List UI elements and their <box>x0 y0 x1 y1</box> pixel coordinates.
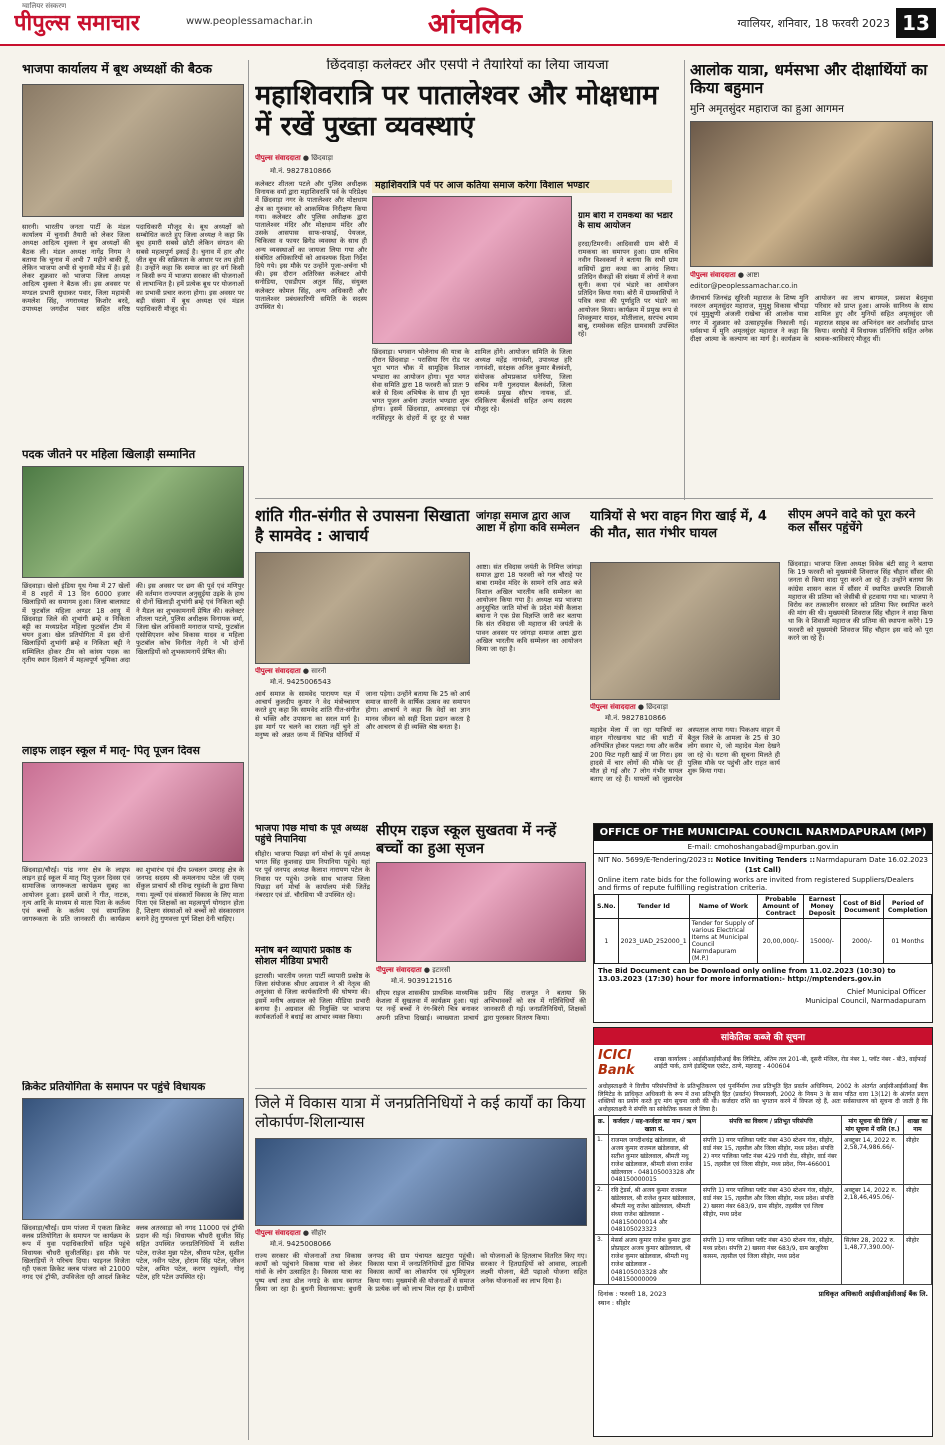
accident-byline: पीपुल्स संवाददाता ● छिंदवाड़ा <box>590 703 668 711</box>
accident-photo <box>590 562 780 700</box>
icici-intro: अधोहस्ताक्षरी ने वित्तीय परिसंपत्तियों के प्रतिभूतिकरण एवं पुनर्निर्माण तथा प्रतिभूति हित प्रवर्तन अधिनियम, 2002 के अंतर्गत आईसीआईसीआई बैंक लिमिटेड के प्राधिकृत अधिकारी के रूप में तथा प्रतिभूति हित (प्रवर्तन) नियमावली, 2002 के नियम 3 के साथ पठित धारा 13(12) के अंतर्गत प्रदत्त शक्तियों का प्रयोग करते हुए मांग सूचना जारी की थी। कर्जदार राशि का भुगतान करने में विफल रहे हैं, अतः सर्वसाधारण को सूचना दी जाती है कि अधोहस्ताक्षरी ने संपत्ति का सांकेतिक कब्जा ले लिया है। <box>598 1083 928 1113</box>
table-header: Tender Id <box>618 895 689 919</box>
tender-nit: NIT No. 5699/E-Tendering/2023 <box>598 856 707 864</box>
table-cell: अक्टूबर 14, 2022 रु. 2,18,46,495.06/- <box>842 1185 904 1235</box>
dateline: ग्वालियर, शनिवार, 18 फरवरी 2023 <box>737 17 890 30</box>
lifeline-body: छिंदवाड़ा/चौरई। पांढ नगर क्षेत्र के लाइफ लाइन हाई स्कूल में मातृ पितृ पूजन दिवस एवं सामाजिक जागरूकता कार्यक्रम सुबह का आयोजन हुआ। इसमें छात्रों ने गीत, नाटक, नृत्य आदि के माध्यम से माता पिता के कर्तव्य एवं बच्चों के कर्तव्य एवं सामाजिक जागरूकता के प्रति जानकारी दी। कार्यक्रम का शुभारंभ एवं दीप प्र्ज्वलन उमराह क्षेत्र के जनपद सदस्य श्री कमलनाथ पटेल जी एवम् सेंकुल प्राचार्य श्री रविन्द्र रघुवंशी के द्वारा किया गया। मूल्यों एवं संस्कारों विकास के लिए माता पिता एवं शिक्षकों का महत्वपूर्ण योगदान होता है, शिक्षण संस्थाओं को बच्चों को संस्कारवान बनाने हेतु गुणवत्ता पूर्ण शिक्षा देनी चाहिए। <box>22 866 244 924</box>
cricket-team-photo <box>22 1098 244 1220</box>
accident-place: छिंदवाड़ा <box>646 703 668 711</box>
mahashivratri-place: छिंदवाड़ा <box>311 154 333 162</box>
aalok-procession-photo <box>690 121 933 267</box>
table-cell: सीहोर <box>904 1135 932 1185</box>
aalok-credit: पीपुल्स संवाददाता <box>690 271 736 279</box>
table-header-row <box>595 1116 932 1135</box>
bjym-headline: भाजपा पिछ मोर्चा के पूर्व अध्यक्ष पहुंचे निपानिया <box>255 824 368 845</box>
aalok-headline: आलोक यात्रा, धर्मसभा और दीक्षार्थियों का किया बहुमान <box>690 62 928 97</box>
icici-place: स्थान : सीहोर <box>598 1299 631 1307</box>
page-number: 13 <box>896 8 936 38</box>
table-header: Earnest Money Deposit <box>804 895 840 919</box>
table-cell: 2. <box>595 1185 609 1235</box>
table-cell: मेसर्स अजय कुमार राजेश कुमार द्वारा प्रोप्राइटर अजय कुमार खंडेलवाल, श्री राजेश कुमार खंडेलवाल, श्रीमती मधु राजेश खंडेलवाल - 048105003328 और 048150000009 <box>609 1235 701 1285</box>
cm-body: छिंदवाड़ा। भाजपा जिला अध्यक्ष विवेक बंटी साहू ने बताया कि 19 फरवरी को मुख्यमंत्री शिवराज सिंह चौहान सौंसर की जनता से किया वादा पूरा करने आ रहे हैं। उन्होंने बताया कि कांग्रेस शासन काल में सौंसर में स्थापित छत्रपति शिवाजी महाराज की प्रतिमा को जेसीबी से हटवाया गया था। भाजपा ने विरोध कर तत्कालीन सरकार को प्रतिमा फिर स्थापित करने की मांग की थी। मुख्यमंत्री शिवराज सिंह चौहान ने वादा किया था कि वे शिवाजी महाराज की प्रतिमा की स्थापना करेंगे। 19 फरवरी को मुख्यमंत्री शिवराज सिंह चौहान इस वादे को पूरा करने जा रहे हैं। <box>788 560 933 642</box>
masthead <box>0 0 945 46</box>
tender-subheader <box>594 854 932 866</box>
vikas-photo <box>255 1138 587 1226</box>
column-divider <box>248 60 249 1440</box>
cm-headline: सीएम अपने वादे को पूरा करने कल सौंसर पहुंचेंगे <box>788 508 916 535</box>
tender-table <box>594 894 932 964</box>
tender-sign-title: Chief Municipal Officer <box>846 988 926 996</box>
tender-availability: The Bid Document can be Download only online from 11.02.2023 (10:30) to 13.03.2023 (17:30) hour for more information:- http://mptenders.gov.in <box>598 967 896 983</box>
accident-body: महादेव मेला में जा रहा यात्रियों का वाहन गोरखनाथ घाट की घाटी में अनियंत्रित होकर पलटा गया और करीब 200 फिट गहरी खाई में जा गिरा। इस हादसे में चार लोगों की मौके पर ही मौत हो गई और 7 लोग गंभीर घायल बताए जा रहे हैं। घायलों को जुन्नारदेव अस्पताल लाया गया। पिकअप वाहन में बैतूल जिले के आमला के 25 से 30 लोग सवार थे, जो महादेव मेला देखने जा रहे थे। घटना की सूचना मिलते ही पुलिस मौके पर पहुंची और राहत कार्य शुरू किया गया। <box>590 726 780 784</box>
brand-tagline: ग्वालियर संस्करण <box>22 2 67 10</box>
lifeline-headline: लाइफ लाइन स्कूल में मातृ- पितृ पूजन दिवस <box>22 745 200 757</box>
table-header: संपत्ति का विवरण / प्रतिभूत परिसंपत्ति <box>701 1116 842 1135</box>
cricket-body: छिंदवाड़ा/चौरई। ग्राम पांजरा में एकता क्रिकेट क्लब प्रतियोगिता के समापन पर कार्यक्रम के रूप में युवा पदाधिकारियों सहित पहुंचे विधायक चौधरी सुजीतसिंह। इस मौके पर खिलाड़ियों ने परिचय दिया। फाइनल विजेता रही एकता क्रिकेट क्लब पांजरा को 21000 नगद एवं ट्रॉफी, उपविजेता रही आदर्श क्रिकेट क्लब अतरवाड़ा को नगद 11000 एवं ट्रॉफी प्रदान की गई। विधायक चौधरी सुजीत सिंह सहित उपस्थित जनप्रतिनिधियों में सतीश पटेल, राजेश मुन्ना पटेल, श्रीराम पटेल, सुशील पटेल, नवीन पटेल, होराम सिंह पटेल, जीवन पटेल, अमित पटेल, करण रघुवंशी, गोलू पटेल, हरि पटेल उपस्थित रहे। <box>22 1224 244 1282</box>
table-cell: 2000/- <box>840 919 884 964</box>
aalok-subhead: मुनि अमृतसुंदर महाराज का हुआ आगमन <box>690 103 844 115</box>
bjp-meeting-photo <box>22 84 244 217</box>
lifeline-photo <box>22 762 244 862</box>
icici-header <box>594 1045 932 1081</box>
aalok-place: आष्टा <box>746 271 760 279</box>
table-cell: 20,00,000/- <box>758 919 804 964</box>
samved-yagya-photo <box>255 552 470 664</box>
table-header: शाखा का नाम <box>904 1116 932 1135</box>
vikas-credit: पीपुल्स संवाददाता <box>255 1229 301 1237</box>
table-cell: अक्टूबर 14, 2022 रु. 2,58,74,986.66/- <box>842 1135 904 1185</box>
samved-place: सारनी <box>311 667 327 675</box>
table-row <box>595 1185 932 1235</box>
icici-possession-notice <box>593 1027 933 1437</box>
table-header: मांग सूचना की तिथि / मांग सूचना में राशि (रु.) <box>842 1116 904 1135</box>
cmrise-byline: पीपुल्स संवाददाता ● इटारसी <box>376 966 451 974</box>
table-cell: 1 <box>595 919 619 964</box>
cmrise-photo <box>376 862 586 962</box>
table-header: S.No. <box>595 895 619 919</box>
tender-notice <box>593 823 933 1023</box>
tender-intro: Online item rate bids for the following works are invited from registered Suppliers/Dealers and firms of repute fulfilling registration criteria. <box>598 876 914 892</box>
tender-signature <box>594 986 932 1008</box>
tender-notice-title: :: Notice Inviting Tenders :: <box>707 856 816 864</box>
cmrise-headline: सीएम राइज स्कूल सुखतवा में नन्हें बच्चों का हुआ सृजन <box>376 823 557 857</box>
cmrise-body: सीएम राइज शासकीय प्राथमिक माध्यमिक केशला में सुखतवा में कार्यक्रम हुआ। यहां पर नन्हें बच्चों ने रंग-बिरंगे चित्र बनाकर अपनी प्रतिभा दिखाई। व्याख्याता प्राचार्य प्रदीप सिंह राजपूत ने बताया कि अभिभावकों को सत्र में गतिविधियों की जानकारी दी गई। जनप्रतिनिधियों, शिक्षकों द्वारा पुरस्कार वितरण किया। <box>376 989 586 1022</box>
tender-sign-office: Municipal Council, Narmadapuram <box>805 997 926 1005</box>
bjp-body: सारनी। भारतीय जनता पार्टी के मंडल कार्यालय में चुनावी तैयारी को लेकर जिला अध्यक्ष आदित्य शुक्ला ने बूथ अध्यक्षों की बैठक ली। मंडल अध्यक्ष नागेंद्र निगम ने बताया कि चुनाव में अभी 7 महीने बाकी हैं, लेकिन भाजपा अभी से चुनावी मोड में है। इसे लेकर शुक्रवार को भाजपा जिला अध्यक्ष आदित्य शुक्ला ने बैठक ली। इस अवसर पर मण्डल प्रभारी सुधाकर पवार, जिला महामंत्री कमलेश सिंह, नगराध्यक्ष किशोर बरदे, उपाध्यक्ष जगदीश पवार सहित वरिष्ठ पदाधिकारी मौजूद थे। बूथ अध्यक्षों को सम्बोधित करते हुए जिला अध्यक्ष ने कहा कि बूथ हमारी सबसे छोटी लेकिन संगठन की सबसे महत्वपूर्ण इकाई है। चुनाव में हार और जीत बूथ की सक्रियता के आधार पर तय होती है। उन्होंने कहा कि समाज का हर वर्ग किसी न किसी रूप में भाजपा सरकार की योजनाओं से लाभान्वित है। हमें प्रत्येक बूथ पर योजनाओं का प्रभावी प्रचार करना होगा। इस अवसर पर बड़ी संख्या में बूथ अध्यक्ष एवं मंडल पदाधिकारी मौजूद थे। <box>22 223 244 314</box>
table-cell: सीहोर <box>904 1185 932 1235</box>
table-header: क्र. <box>595 1116 609 1135</box>
mahashivratri-headline: महाशिवरात्रि पर पातालेश्वर और मोक्षधाम में रखें पुख्ता व्यवस्थाएं <box>255 80 659 142</box>
cmrise-place: इटारसी <box>432 966 451 974</box>
gramburi-body: हरदा/टिमरनी। आदिवासी ग्राम बोरी में रामकथा का समापन हुआ। ग्राम सचिव नवीन विश्वकर्मा ने बताया कि सभी ग्राम वासियों द्वारा कथा का आनंद लिया। प्रतिदिन सैकड़ों की संख्या में लोगों ने कथा सुनी। कथा एवं भंडारे का आयोजन प्रतिदिन किया गया। बोरी में ग्रामवासियों ने पवित्र कथा की पूर्णाहुति पर भंडारे का आयोजन किया। कार्यक्रम में प्रमुख रूप से शिवकुमार यादव, मोतीलाल, सरपंच श्याम बाबू, रामसेवक सहित ग्रामवासी उपस्थित रहे। <box>578 240 678 339</box>
table-header: कर्जदार / सह-कर्जदार का नाम / ऋण खाता सं. <box>609 1116 701 1135</box>
table-header: Probable Amount of Contract <box>758 895 804 919</box>
icici-date: दिनांक : फरवरी 18, 2023 <box>598 1290 667 1298</box>
table-cell: Tender for Supply of various Electrical Items at Municipal Council Narmdapuram (M.P.) <box>689 919 757 964</box>
samved-mobile: मो.नं. 9425006543 <box>270 678 332 686</box>
medal-photo <box>22 466 244 578</box>
table-cell: सितंबर 28, 2022 रु. 1,48,77,390.00/- <box>842 1235 904 1285</box>
medal-headline: पदक जीतने पर महिला खिलाड़ी सम्मानित <box>22 448 196 461</box>
column-divider <box>684 60 685 500</box>
table-cell: 3. <box>595 1235 609 1285</box>
manish-body: इटारसी। भारतीय जनता पार्टी व्यापारी प्रकोष्ठ के जिला संयोजक श्रीधर अग्रवाल ने श्री नेतृत्व की अनुशंसा से जिला कार्यकारिणी की घोषणा की। इसमें मनीष अग्रवाल को जिला मीडिया प्रभारी बनाया है। अग्रवाल की नियुक्ति पर भाजपा कार्यकर्ताओं ने बधाई का आभार व्यक्त किया। <box>255 972 370 1022</box>
aalok-body: जैनाचार्य जिनचंद्र सूरिजी महाराज के शिष्य मुनि नवरत्न अमृतसुंदर महाराज, मुमुक्षु विकास चौपड़ा एवं मुमुक्षुणी अंजली राखेचा की आलोक यात्रा नगर में शुक्रवार को उत्साहपूर्वक निकाली गई। धर्मसभा में मुनि अमृतसुंदर महाराज ने कहा कि दीक्षा आत्मा के कल्याण का मार्ग है। कार्यक्रम के आयोजन का लाभ बागमल, प्रकाश बेदमुथा परिवार को प्राप्त हुआ। आपके सानिध्य के साथ शामिल हुए और मुनियों सहित अमृतसुंदर जी महाराज साहब का अभिनंदन कर आशीर्वाद प्राप्त किया। वरघोड़े में विधायक प्रतिनिधि सहित अनेक श्रावक-श्राविकाएं मौजूद थीं। <box>690 294 933 344</box>
table-row <box>595 1235 932 1285</box>
table-row <box>595 919 932 964</box>
icici-notice-title: सांकेतिक कब्जे की सूचना <box>594 1028 932 1045</box>
samved-headline: शांति गीत-संगीत से उपासना सिखाता है सामवेद : आचार्य <box>255 506 470 545</box>
tender-email[interactable]: E-mail: cmohoshangabad@mpurban.gov.in <box>594 841 932 854</box>
table-cell: 1. <box>595 1135 609 1185</box>
table-cell: संपत्ति 1) नगर पालिका प्लॉट नंबर 430 स्टेशन गंज, सीहोर, मध्य प्रदेश। संपत्ति 2) खसरा नंबर 683/9, ग्राम खजूरिया कासम, तहसील एवं जिला सीहोर, मध्य प्रदेश <box>701 1235 842 1285</box>
table-header: Name of Work <box>689 895 757 919</box>
table-cell: 01 Months <box>884 919 932 964</box>
accident-headline: यात्रियों से भरा वाहन गिरा खाई में, 4 की मौत, सात गंभीर घायल <box>590 509 767 541</box>
aalok-byline: पीपुल्स संवाददाता ● आष्टा <box>690 271 760 279</box>
section-title: आंचलिक <box>427 7 523 40</box>
bjp-headline: भाजपा कार्यालय में बूथ अध्यक्षों की बैठक <box>22 62 212 76</box>
icici-logo: ICICI Bank <box>598 1048 635 1078</box>
icici-footer <box>594 1285 932 1311</box>
mahashivratri-body: कलेक्टर शीतला पटले और पुलिस अधीक्षक विनायक वर्मा द्वारा महाशिवरात्रि पर्व के परिप्रेक्ष्य में छिंदवाड़ा नगर के पातालेश्वर और मोक्षधाम क्षेत्र का गुरुवार को आकस्मिक निरीक्षण किया गया। कलेक्टर और पुलिस अधीक्षक द्वारा पातालेश्वर मंदिर और मोक्षधाम मंदिर और उसके आसपास साफ-सफाई, पेयजल, चिकित्सा व फायर ब्रिगेड व्यवस्था के साथ ही अन्य व्यवस्थाओं का जायजा लिया गया और संबंधित अधिकारियों को आवश्यक दिशा निर्देश दिये गये। इस मौके पर उन्होंने पूजा-अर्चना भी की। इस दौरान अतिरिक्त कलेक्टर ओपी सनोडिया, एसडीएम अतुल सिंह, संयुक्त कलेक्टर कोमल सिंह, अन्य अधिकारी और पातालेश्वर प्रबंधकारिणी समिति के सदस्य उपस्थित थे। <box>255 180 367 312</box>
bhandara-body: छिंदवाड़ा। भगवान भोलेनाथ की यात्रा के दौरान छिंदवाड़ा - परासिया रिंग रोड पर भूरा भगत चौक में सामूहिक विशाल भण्डारा का आयोजन होगा। भूरा भगत सेवा समिति द्वारा 18 फरवरी को प्रातः 9 बजे से दिव्य अभिषेक के साथ ही भूरा भगत पूजन अर्चना उपरांत भण्डारा शुरू होगा। इसमें छिंदवाड़ा, अमरवाड़ा एवं नरसिंहपुर के दोहरों में दूर दूर से भक्त शामिल होंगे। आयोजन समिति के जिला अध्यक्ष महेंद्र नागवंशी, उपाध्यक्ष हरि नागवंशी, सरंक्षक अनिल कुमार बैलवंशी, संयोजक ओमप्रकाश धनेरिया, जिला सचिव मनी गुलदयाल बैलवंशी, जिला सम्पर्क प्रमुख सौरभ नायक, डॉ. रविकिरण बैलवंशी सहित अन्य सदस्य मौजूद रहे। <box>372 348 572 422</box>
icici-signatory: प्राधिकृत अधिकारी आईसीआईसीआई बैंक लि. <box>818 1290 928 1298</box>
table-cell: 15000/- <box>804 919 840 964</box>
table-cell: राजमल जगदीशचंद्र खंडेलवाल, श्री अजय कुमार राजमल खंडेलवाल, श्री सतीश कुमार खंडेलवाल, श्रीमती मधु राजेश खंडेलवाल, श्रीमती संध्या राजेश खंडेलवाल - 048105003328 और 048150000015 <box>609 1135 701 1185</box>
website-url[interactable]: www.peoplessamachar.in <box>186 16 313 27</box>
cmrise-credit: पीपुल्स संवाददाता <box>376 966 422 974</box>
icici-address: शाखा कार्यालय : आईसीआईसीआई बैंक लिमिटेड, अंतिम तल 201-बी, दूसरी मंजिल, रोड नंबर 1, प्लॉट नंबर - बी3, वाईफाई आईटी पार्क, ठाणे इंडस्ट्रियल एस्टेट, ठाणे, महाराष्ट्र - 400604 <box>653 1055 927 1070</box>
vikas-place: सीहोर <box>311 1229 327 1237</box>
brand-logo: पीपुल्स समाचार <box>14 10 140 36</box>
mahashivratri-byline: पीपुल्स संवाददाता ● छिंदवाड़ा <box>255 154 333 162</box>
bhandara-photo <box>372 196 572 344</box>
cricket-headline: क्रिकेट प्रतियोगिता के समापन पर पहुंचे विधायक <box>22 1081 206 1093</box>
bhandara-headline: महाशिवरात्रि पर्व पर आज कतिया समाज करेगा विशाल भण्डार <box>372 180 672 193</box>
icici-table <box>594 1115 932 1285</box>
table-cell: संपत्ति 1) नगर पालिका प्लॉट नंबर 430 स्टेशन गंज, सीहोर, वार्ड नंबर 15, तहसील और जिला सीहोर, मध्य प्रदेश। संपत्ति 2) नगर पालिका प्लॉट नंबर 429 गांधी रोड, सीहोर, वार्ड नंबर 15, तहसील एवं जिला सीहोर, मध्य प्रदेश, पिन-466001 <box>701 1135 842 1185</box>
vikas-body: राज्य सरकार की योजनाओं तथा विकास कार्यों को पहुंचाने विकास यात्रा को लेकर गांवों के लोग उत्साहित है। विकास यात्रा का पुष्प वर्षा तथा ढोल नगाड़े के साथ स्वागत किया जा रहा है। बुधनी विधानसभा: बुधनी जनपद की ग्राम पंचायत खटपुरा पहुंची। विकास यात्रा में जनप्रतिनिधियों द्वारा विभिन्न विकास कार्यों का लोकार्पण एवं भूमिपूजन किया गया। मुख्यमंत्री की योजनाओं से समाज के प्रत्येक वर्ग को लाभ मिल रहा है। ग्रामीणों को योजनाओं के हितलाभ वितरित किए गए। सरकार ने हितग्राहियों को आवास, लाड़ली लक्ष्मी योजना, बेटी पढ़ाओ योजना सहित अनेक योजनाओं का लाभ दिया है। <box>255 1252 587 1293</box>
table-header-row <box>595 895 932 919</box>
manish-headline: मनीष बने व्यापारी प्रकोष्ठ के सोशल मीडिया प्रभारी <box>255 946 352 967</box>
vikas-byline: पीपुल्स संवाददाता ● सीहोर <box>255 1229 327 1237</box>
table-header: Cost of Bid Document <box>840 895 884 919</box>
tender-office: OFFICE OF THE MUNICIPAL COUNCIL NARMDAPURAM (MP) <box>594 824 932 841</box>
table-header: Period of Completion <box>884 895 932 919</box>
row-divider <box>255 1088 587 1089</box>
tender-date: Narmdapuram Date 16.02.2023 <box>816 856 928 864</box>
samved-credit: पीपुल्स संवाददाता <box>255 667 301 675</box>
medal-body: छिंदवाड़ा। खेलो इंडिया यूथ गेम्स में 27 खेलों में 8 शहरों में 13 दिन 6000 हजार खिलाड़ियों का समागम हुआ। जिला बालाघाट में फुटबॉल महिला अण्डर 18 आयु में छिंदवाड़ा जिले की शुभांगी ब्रम्हे व निकिता बट्टी का मध्यप्रदेश महिला फुटबॉल टीम में चयन हुआ। खेल प्रतियोगिता में इस दोनों खिलाड़ियों शुभांगी ब्रम्हे व निकिता बट्टी ने सम्मिलित होकर टीम को कांस्य पदक का तृतीय स्थान दिलाने में महत्वपूर्ण भूमिका अदा की। इस अवसर पर छग की पूर्व एवं मणिपुर की वर्तमान राज्यपाल अनुसुईया उइके के हाथ से दोनों खिलाड़ी शुभांगी ब्रम्हे एवं निकिता बट्टी ने मैडल का शुभकामनायें प्रेषित की। कलेक्टर शीतला पटले, पुलिस अधीक्षक विनायक वर्मा, जिला खेल अधिकारी मनाराज पाण्डे, फुटबॉल एसोसिएशन कोच विकास यादव व महिला फुटबॉल कोच विनीता नेहरी ने भी दोनों खिलाड़ियों को शुभकामनायें प्रेषित की। <box>22 582 244 664</box>
gramburi-headline: ग्राम बोरी में रामकथा का भंडारे के साथ आयोजन <box>578 212 673 231</box>
bjym-body: सीहोर। भाजपा पिछड़ा वर्ग मोर्चा के पूर्व अध्यक्ष भगत सिंह कुशवाह ग्राम निपानिया पहुंचे। यहां पर पूर्व जनपद अध्यक्ष कैलाश नारायण पटेल के निवास पर पहुंचे। उनके साथ भाजपा जिला पिछड़ा वर्ग मोर्चा के कार्यालय मंत्री जितेंद्र नंबरदार एवं डॉ. चौरसिया भी उपस्थित रहे। <box>255 850 370 900</box>
accident-mobile: मो.नं. 9827810866 <box>605 714 667 722</box>
table-cell: सीहोर <box>904 1235 932 1285</box>
mahashivratri-credit: पीपुल्स संवाददाता <box>255 154 301 162</box>
jangid-headline: जांगड़ा समाज द्वारा आज आष्टा में होगा कवि सम्मेलन <box>476 510 580 535</box>
cmrise-mobile: मो.नं. 9039121516 <box>391 977 453 985</box>
aalok-email[interactable]: editor@peoplessamachar.co.in <box>690 282 798 290</box>
jangid-body: आष्टा। संत रविदास जयंती के निमित्त जांगड़ा समाज द्वारा 18 फरवरी को गल चौराहे पर बाबा रामदेव मंदिर के सामने रात्रि आठ बजे विशाल अखिल भारतीय कवि सम्मेलन का आयोजन किया गया है। अध्यक्ष मप्र भाजपा अनुसूचित जाति मोर्चा के प्रदेश मंत्री कैलाश बघाना ने एक प्रेस विज्ञप्ति जारी कर बताया कि संत रविदास जी महाराज की जयंती के पावन अवसर पर जांगड़ा समाज आष्टा द्वारा अखिल भारतीय कवि सम्मेलन का आयोजन किया जा रहा है। <box>476 563 582 654</box>
table-cell: संपत्ति 1) नगर पालिका प्लॉट नंबर 430 स्टेशन गंज, सीहोर, वार्ड नंबर 15, तहसील और जिला सीहोर, मध्य प्रदेश। संपत्ति 2) खसरा नंबर 683/9, ग्राम सीहोर, तहसील एवं जिला सीहोर, मध्य प्रदेश <box>701 1185 842 1235</box>
mahashivratri-mobile: मो.नं. 9827810866 <box>270 167 332 175</box>
samved-byline: पीपुल्स संवाददाता ● सारनी <box>255 667 327 675</box>
vikas-headline: जिले में विकास यात्रा में जनप्रतिनिधियों ने कई कार्यों का किया लोकार्पण-शिलान्यास <box>255 1094 586 1131</box>
table-cell: रवि ट्रेडर्स, श्री अजय कुमार राजमल खंडेलवाल, श्री राजेश कुमार खंडेलवाल, श्रीमती मधु राजेश खंडेलवाल, श्रीमती संध्या राजेश खंडेलवाल - 048150000014 और 048105023323 <box>609 1185 701 1235</box>
tender-call: (1st Call) <box>745 866 781 874</box>
accident-credit: पीपुल्स संवाददाता <box>590 703 636 711</box>
vikas-mobile: मो.नं. 9425008066 <box>270 1240 332 1248</box>
table-row <box>595 1135 932 1185</box>
mahashivratri-kicker: छिंदवाड़ा कलेक्टर और एसपी ने तैयारियों का लिया जायजा <box>326 58 609 73</box>
table-cell: 2023_UAD_252000_1 <box>618 919 689 964</box>
samved-body: आर्य समाज के सामवेद पारायण यज्ञ में आचार्य कुलदीप कुमार ने वेद मंत्रोच्चारण करते हुए कहा कि सामवेद शांति गीत-संगीत से भक्ति और उपासना का सरल मार्ग है। इस मार्ग पर चलने का रास्ता नहीं चुने तो मनुष्य को अन्नत जन्म में विभिन्न योनियों में जाना पड़ेगा। उन्होंने बताया कि 25 को आर्य समाज सारनी के वार्षिक उत्सव का समापन होगा। आचार्य ने कहा कि वेदों का ज्ञान मानव जीवन को सही दिशा प्रदान करता है और आचरण से ही व्यक्ति श्रेष्ठ बनता है। <box>255 690 470 740</box>
row-divider <box>255 498 933 499</box>
